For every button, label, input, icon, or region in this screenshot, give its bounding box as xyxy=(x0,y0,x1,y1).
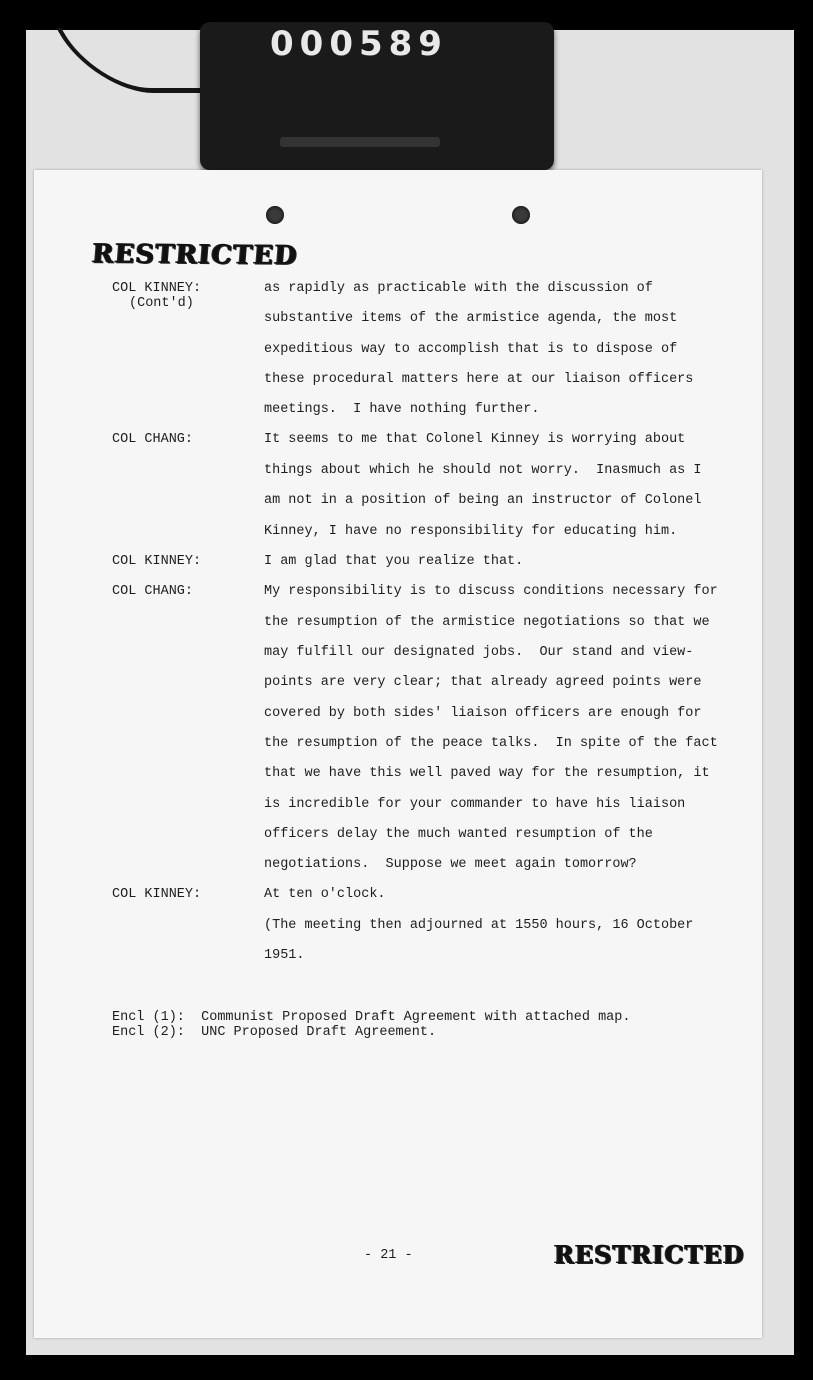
transcript-line: is incredible for your commander to have his liaison xyxy=(264,797,686,812)
punch-hole-right xyxy=(512,206,530,224)
transcript-line: that we have this well paved way for the resumption, it xyxy=(264,766,710,781)
transcript-line: My responsibility is to discuss conditions necessary for xyxy=(264,584,718,599)
transcript-line: negotiations. Suppose we meet again tomorrow? xyxy=(264,857,637,872)
transcript-line: officers delay the much wanted resumption of the xyxy=(264,827,653,842)
transcript-line: the resumption of the armistice negotiations so that we xyxy=(264,615,710,630)
transcript-line: the resumption of the peace talks. In spite of the fact xyxy=(264,736,718,751)
speaker-label: COL KINNEY: xyxy=(112,554,202,569)
transcript-line: (The meeting then adjourned at 1550 hours, 16 October xyxy=(264,918,694,933)
punch-hole-left xyxy=(266,206,284,224)
speaker-label: COL CHANG: xyxy=(112,584,194,599)
transcript-line: am not in a position of being an instructor of Colonel xyxy=(264,493,702,508)
frame-counter-digits: 000589 xyxy=(270,24,448,64)
enclosure-line: Encl (2): UNC Proposed Draft Agreement. xyxy=(112,1025,437,1040)
transcript-line: At ten o'clock. xyxy=(264,887,386,902)
transcript-line: It seems to me that Colonel Kinney is worrying about xyxy=(264,432,686,447)
transcript-line: covered by both sides' liaison officers are enough for xyxy=(264,706,702,721)
speaker-label: COL CHANG: xyxy=(112,432,194,447)
restricted-stamp-top: RESTRICTED xyxy=(90,239,299,271)
transcript-line: substantive items of the armistice agenda, the most xyxy=(264,311,678,326)
transcript-line: these procedural matters here at our liaison officers xyxy=(264,372,694,387)
transcript-line: things about which he should not worry. Inasmuch as I xyxy=(264,463,702,478)
page-number: - 21 - xyxy=(364,1248,413,1263)
speaker-label: COL KINNEY: xyxy=(112,887,202,902)
transcript-line: meetings. I have nothing further. xyxy=(264,402,540,417)
transcript-line: may fulfill our designated jobs. Our stand and view- xyxy=(264,645,694,660)
transcript-line: as rapidly as practicable with the discussion of xyxy=(264,281,653,296)
speaker-label: COL KINNEY: xyxy=(112,281,202,296)
counter-slot xyxy=(280,137,440,147)
transcript-line: 1951. xyxy=(264,948,305,963)
enclosure-line: Encl (1): Communist Proposed Draft Agreement with attached map. xyxy=(112,1010,631,1025)
transcript-line: expeditious way to accomplish that is to dispose of xyxy=(264,342,678,357)
transcript-line: Kinney, I have no responsibility for educating him. xyxy=(264,524,678,539)
document-page xyxy=(34,170,762,1338)
transcript-line: I am glad that you realize that. xyxy=(264,554,524,569)
speaker-continued-note: (Cont'd) xyxy=(129,296,194,311)
restricted-stamp-bottom: RESTRICTED xyxy=(554,1240,745,1269)
transcript-line: points are very clear; that already agreed points were xyxy=(264,675,702,690)
